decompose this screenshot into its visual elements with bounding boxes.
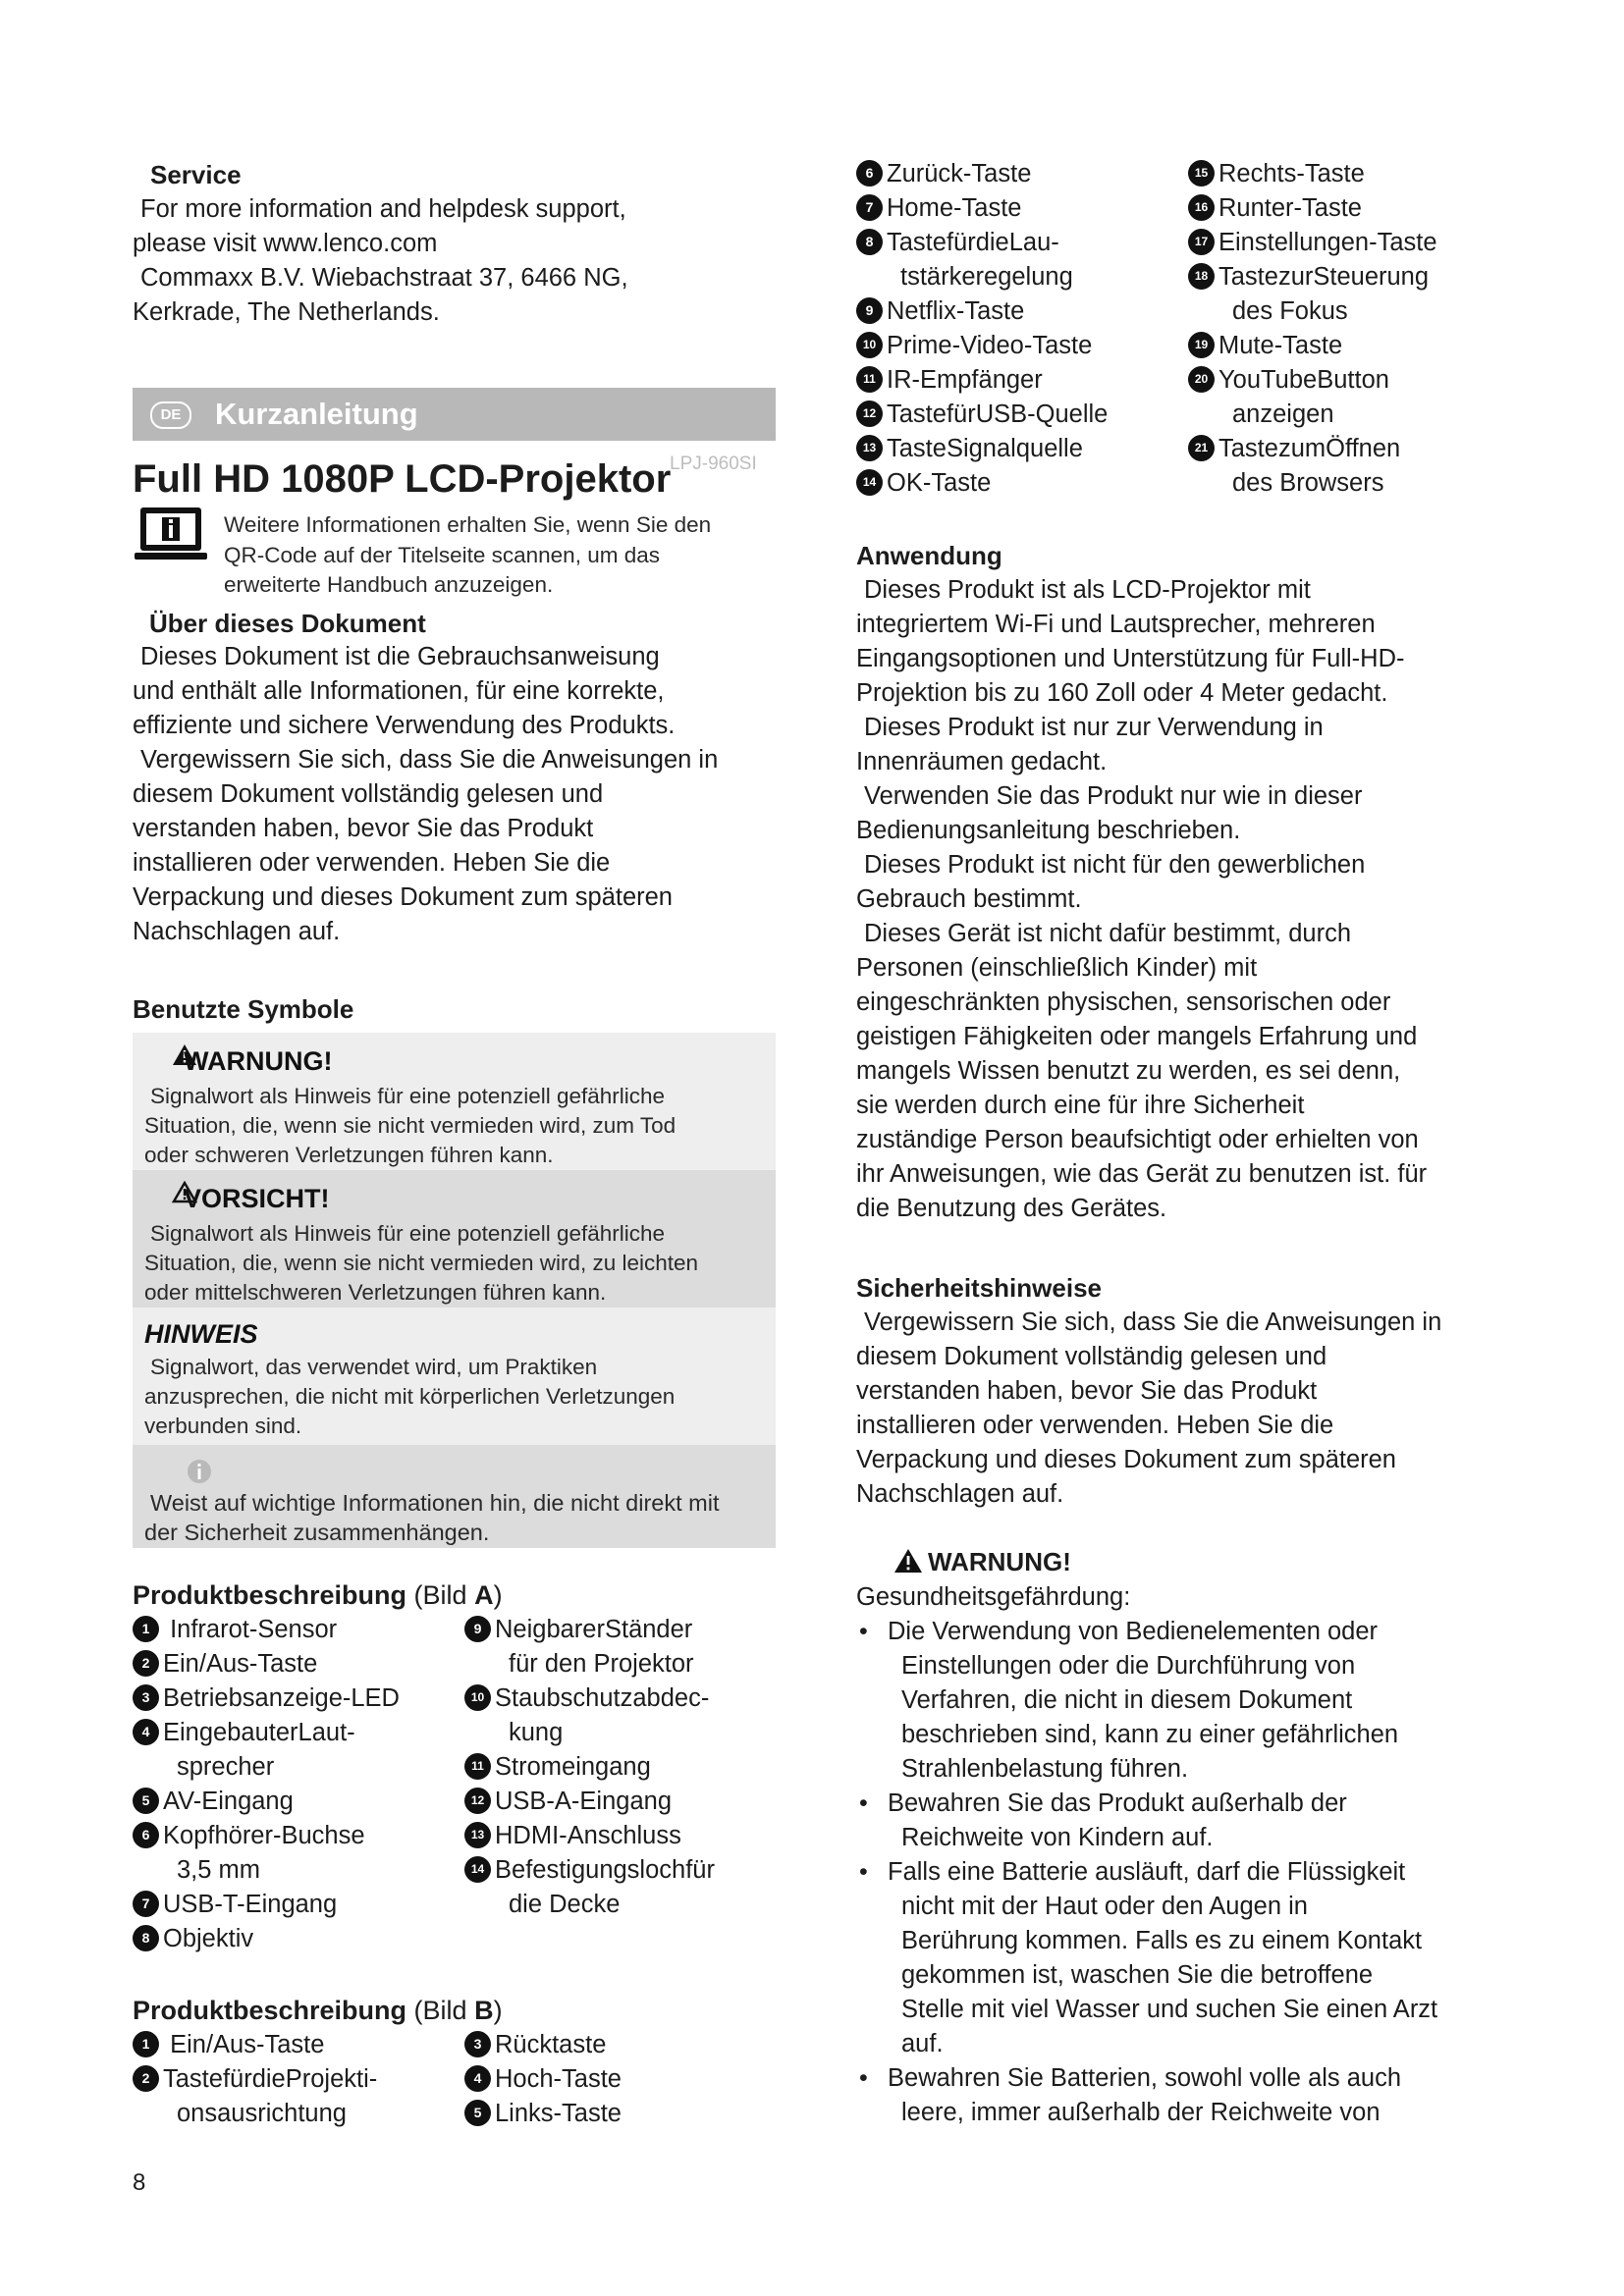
number-bullet-icon: 20 <box>1188 366 1215 393</box>
warning-title: WARNUNG! <box>184 1046 333 1076</box>
number-bullet-icon: 9 <box>464 1616 491 1642</box>
service-line: For more information and helpdesk support, <box>140 195 626 223</box>
safety-body <box>856 1306 1514 1512</box>
number-bullet-icon: 13 <box>856 435 883 461</box>
notice-line: anzusprechen, die nicht mit körperlichen Verletzungen <box>144 1384 676 1409</box>
usage-body <box>856 573 1514 1226</box>
list-item-label: AV-Eingang <box>163 1788 294 1815</box>
list-item <box>464 1819 681 1853</box>
desc-a-heading-close: ) <box>493 1580 503 1610</box>
about-line: Verpackung und dieses Dokument zum späteren <box>133 883 673 911</box>
number-bullet-icon: 13 <box>464 1822 491 1848</box>
list-item-label: NeigbarerStänder <box>495 1616 693 1643</box>
list-item-label: Links-Taste <box>495 2100 622 2127</box>
paragraph-line: sie werden durch eine für ihre Sicherheit <box>856 1092 1305 1119</box>
bullet-line: Reichweite von Kindern auf. <box>901 1824 1214 1851</box>
info-note-line: erweiterte Handbuch anzuzeigen. <box>224 572 554 597</box>
desc-b-heading-close: ) <box>493 1996 503 2025</box>
list-item <box>1188 191 1362 226</box>
service-section <box>133 157 776 330</box>
bullet-text <box>888 1855 1504 2061</box>
info-text <box>144 1488 763 1547</box>
list-item <box>133 1716 355 1750</box>
list-item <box>856 398 1108 432</box>
list-item-label: Prime-Video-Taste <box>887 332 1093 359</box>
bullet-line: Berührung kommen. Falls es zu einem Kontakt <box>901 1927 1423 1954</box>
number-bullet-icon: 19 <box>1188 332 1215 358</box>
list-item-label: Befestigungslochfür <box>495 1856 715 1884</box>
number-bullet-icon: 6 <box>856 160 883 187</box>
list-item <box>856 294 1024 329</box>
list-item <box>464 1785 672 1819</box>
list-item <box>856 226 1059 260</box>
paragraph-line: Nachschlagen auf. <box>856 1480 1064 1508</box>
laptop-info-icon <box>133 506 209 564</box>
list-item <box>464 2028 606 2062</box>
bullet-dot-icon: • <box>859 2064 868 2092</box>
desc-a-heading-letter: A <box>474 1580 494 1610</box>
list-item <box>856 363 1043 398</box>
list-item-continuation: 3,5 mm <box>177 1856 261 1884</box>
paragraph-line: Innenräumen gedacht. <box>856 748 1108 775</box>
number-bullet-icon: 21 <box>1188 435 1215 461</box>
bullet-line: Bewahren Sie Batterien, sowohl volle als auch <box>888 2064 1402 2092</box>
list-item-label: TastezurSteuerung <box>1218 263 1430 291</box>
bullet-line: Bewahren Sie das Produkt außerhalb der <box>888 1789 1347 1817</box>
number-bullet-icon: 6 <box>133 1822 159 1848</box>
service-heading: Service <box>150 160 242 189</box>
list-item-continuation: onsausrichtung <box>177 2100 347 2127</box>
list-item <box>464 2097 622 2131</box>
paragraph-line: Dieses Gerät ist nicht dafür bestimmt, durch <box>864 920 1352 947</box>
caution-box <box>133 1170 776 1308</box>
list-item-label: Kopfhörer-Buchse <box>163 1822 365 1849</box>
list-item-label: Hoch-Taste <box>495 2065 622 2093</box>
list-item-label: TastezumÖffnen <box>1218 435 1401 462</box>
paragraph-line: Vergewissern Sie sich, dass Sie die Anweisungen in <box>864 1308 1442 1336</box>
list-item-label: USB-T-Eingang <box>163 1891 338 1918</box>
list-item-label: Ein/Aus-Taste <box>163 2031 325 2058</box>
about-body <box>133 640 781 949</box>
about-line: Nachschlagen auf. <box>133 918 341 945</box>
number-bullet-icon: 14 <box>856 469 883 496</box>
paragraph-line: Dieses Produkt ist nur zur Verwendung in <box>864 714 1324 741</box>
list-item <box>133 1647 317 1682</box>
language-badge: DE <box>150 401 191 429</box>
list-item <box>856 329 1092 363</box>
number-bullet-icon: 14 <box>464 1856 491 1883</box>
caution-line: Signalwort als Hinweis für eine potenziell gefährliche <box>150 1221 666 1246</box>
bullet-line: gekommen ist, waschen Sie die betroffene <box>901 1961 1374 1989</box>
paragraph-line: Eingangsoptionen und Unterstützung für Full-HD- <box>856 645 1405 672</box>
number-bullet-icon: 10 <box>856 332 883 358</box>
list-item <box>1188 363 1389 398</box>
desc-b-heading-letter: B <box>474 1996 494 2025</box>
number-bullet-icon: 2 <box>133 2065 159 2092</box>
product-title: Full HD 1080P LCD-Projektor <box>133 457 672 501</box>
info-note <box>224 510 774 601</box>
bullet-line: Einstellungen oder die Durchführung von <box>901 1652 1356 1680</box>
info-line: der Sicherheit zusammenhängen. <box>144 1520 490 1545</box>
list-item-label: USB-A-Eingang <box>495 1788 673 1815</box>
list-item <box>133 1819 365 1853</box>
safety-section <box>856 1270 1514 1512</box>
list-item-label: Ein/Aus-Taste <box>163 1650 318 1678</box>
list-item <box>464 2062 622 2097</box>
list-item-label: Mute-Taste <box>1218 332 1343 359</box>
about-line: diesem Dokument vollständig gelesen und <box>133 780 604 808</box>
warning-line: Signalwort als Hinweis für eine potenziell gefährliche <box>150 1084 666 1108</box>
list-item-label: EingebauterLaut- <box>163 1719 355 1746</box>
list-item-continuation: des Browsers <box>1232 469 1384 497</box>
list-item-continuation: tstärkeregelung <box>900 263 1073 291</box>
desc-b-heading-open: (Bild <box>406 1996 475 2025</box>
list-item-continuation: sprecher <box>177 1753 275 1781</box>
number-bullet-icon: 8 <box>856 229 883 255</box>
list-item-label: TastefürdieProjekti- <box>163 2065 378 2093</box>
warning-triangle-icon <box>893 1548 923 1574</box>
list-item-label: IR-Empfänger <box>887 366 1043 394</box>
list-item <box>856 432 1083 466</box>
bullet-text <box>888 1787 1504 1855</box>
about-heading: Über dieses Dokument <box>149 609 426 638</box>
notice-box <box>133 1308 776 1445</box>
list-item-label: Stromeingang <box>495 1753 651 1781</box>
list-item-label: Rücktaste <box>495 2031 607 2058</box>
desc-a-heading <box>133 1577 503 1613</box>
bullet-line: Strahlenbelastung führen. <box>901 1755 1189 1783</box>
paragraph-line: eingeschränkten physischen, sensorischen oder <box>856 988 1391 1016</box>
list-item-label: Netflix-Taste <box>887 297 1025 325</box>
info-note-line: QR-Code auf der Titelseite scannen, um das <box>224 542 660 567</box>
bullet-line: auf. <box>901 2030 944 2057</box>
page-number: 8 <box>133 2169 146 2196</box>
number-bullet-icon: 5 <box>133 1788 159 1814</box>
paragraph-line: Personen (einschließlich Kinder) mit <box>856 954 1258 982</box>
paragraph-line: Verpackung und dieses Dokument zum späteren <box>856 1446 1396 1473</box>
number-bullet-icon: 4 <box>464 2065 491 2092</box>
number-bullet-icon: 17 <box>1188 229 1215 255</box>
list-item <box>133 2062 377 2097</box>
about-line: installieren oder verwenden. Heben Sie die <box>133 849 611 877</box>
desc-b-heading-bold: Produktbeschreibung <box>133 1996 407 2025</box>
list-item-label: OK-Taste <box>887 469 992 497</box>
model-number: LPJ-960SI <box>670 454 757 474</box>
caution-title: VORSICHT! <box>184 1184 330 1213</box>
list-item <box>1188 432 1400 466</box>
paragraph-line: Verwenden Sie das Produkt nur wie in dieser <box>864 782 1363 810</box>
list-item <box>133 2028 324 2062</box>
list-item <box>856 157 1031 191</box>
warning-box <box>133 1033 776 1170</box>
list-item <box>1188 260 1429 294</box>
about-line: effiziente und sichere Verwendung des Produkts. <box>133 712 676 739</box>
number-bullet-icon: 3 <box>133 1684 159 1711</box>
service-line: please visit www.lenco.com <box>133 230 438 257</box>
number-bullet-icon: 4 <box>133 1719 159 1745</box>
bullet-dot-icon: • <box>859 1789 868 1817</box>
caution-line: Situation, die, wenn sie nicht vermieden wird, zu leichten <box>144 1251 699 1275</box>
usage-heading: Anwendung <box>856 541 1002 570</box>
list-item-continuation: des Fokus <box>1232 297 1348 325</box>
paragraph-line: mangels Wissen benutzt zu werden, es sei denn, <box>856 1057 1401 1085</box>
hazard-label: Gesundheitsgefährdung: <box>856 1583 1131 1611</box>
about-line: Dieses Dokument ist die Gebrauchsanweisung <box>140 643 660 670</box>
number-bullet-icon: 18 <box>1188 263 1215 290</box>
list-item-continuation: für den Projektor <box>509 1650 694 1678</box>
number-bullet-icon: 11 <box>856 366 883 393</box>
symbols-heading: Benutzte Symbole <box>133 994 354 1024</box>
paragraph-line: zuständige Person beaufsichtigt oder erhielten von <box>856 1126 1419 1153</box>
paragraph-line: ihr Anweisungen, wie das Gerät zu benutzen ist. für <box>856 1160 1428 1188</box>
bullet-line: Die Verwendung von Bedienelementen oder <box>888 1618 1379 1645</box>
list-item-continuation: die Decke <box>509 1891 621 1918</box>
list-item <box>464 1613 692 1647</box>
list-item <box>133 1922 253 1956</box>
info-note-line: Weitere Informationen erhalten Sie, wenn Sie den <box>224 512 712 537</box>
bullet-dot-icon: • <box>859 1858 868 1886</box>
bullet-line: Falls eine Batterie ausläuft, darf die Flüssigkeit <box>888 1858 1406 1886</box>
warning-line: Situation, die, wenn sie nicht vermieden wird, zum Tod <box>144 1113 677 1138</box>
list-item-label: Runter-Taste <box>1218 194 1362 222</box>
number-bullet-icon: 12 <box>856 400 883 427</box>
number-bullet-icon: 15 <box>1188 160 1215 187</box>
number-bullet-icon: 12 <box>464 1788 491 1814</box>
list-item-label: Einstellungen-Taste <box>1218 229 1437 256</box>
paragraph-line: Dieses Produkt ist nicht für den gewerblichen <box>864 851 1366 879</box>
list-item <box>856 466 991 501</box>
info-line: Weist auf wichtige Informationen hin, die nicht direkt mit <box>150 1490 720 1516</box>
bullet-line: Verfahren, die nicht in diesem Dokument <box>901 1686 1353 1714</box>
paragraph-line: Bedienungsanleitung beschrieben. <box>856 817 1241 844</box>
list-item-label: Objektiv <box>163 1925 254 1952</box>
list-item-label: HDMI-Anschluss <box>495 1822 681 1849</box>
paragraph-line: integriertem Wi-Fi und Lautsprecher, mehreren <box>856 611 1376 638</box>
number-bullet-icon: 10 <box>464 1684 491 1711</box>
list-item-label: Rechts-Taste <box>1218 160 1365 187</box>
list-item <box>464 1750 651 1785</box>
paragraph-line: diesem Dokument vollständig gelesen und <box>856 1343 1327 1370</box>
number-bullet-icon: 8 <box>133 1925 159 1951</box>
info-box <box>133 1445 776 1548</box>
list-item-label: YouTubeButton <box>1218 366 1389 394</box>
list-item-continuation: anzeigen <box>1232 400 1334 428</box>
notice-text <box>144 1353 763 1441</box>
quickguide-title: Kurzanleitung <box>215 397 418 431</box>
service-line: Kerkrade, The Netherlands. <box>133 298 440 326</box>
list-item-label: Home-Taste <box>887 194 1022 222</box>
bullet-line: Stelle mit viel Wasser und suchen Sie einen Arzt <box>901 1996 1438 2023</box>
bullet-line: beschrieben sind, kann zu einer gefährlichen <box>901 1721 1399 1748</box>
bullet-line: leere, immer außerhalb der Reichweite von <box>901 2099 1380 2126</box>
desc-b-heading <box>133 1993 503 2028</box>
about-line: verstanden haben, bevor Sie das Produkt <box>133 815 594 842</box>
desc-a-heading-bold: Produktbeschreibung <box>133 1580 407 1610</box>
paragraph-line: geistigen Fähigkeiten oder mangels Erfahrung und <box>856 1023 1418 1050</box>
warning-line: oder schweren Verletzungen führen kann. <box>144 1143 554 1167</box>
paragraph-line: verstanden haben, bevor Sie das Produkt <box>856 1377 1318 1405</box>
list-item-label: TastefürUSB-Quelle <box>887 400 1109 428</box>
about-line: Vergewissern Sie sich, dass Sie die Anweisungen in <box>140 746 719 774</box>
bullet-line: nicht mit der Haut oder den Augen in <box>901 1893 1308 1920</box>
notice-line: Signalwort, das verwendet wird, um Praktiken <box>150 1355 598 1379</box>
list-item-label: Zurück-Taste <box>887 160 1032 187</box>
list-item <box>133 1682 400 1716</box>
safety-heading: Sicherheitshinweise <box>856 1273 1102 1303</box>
list-item-label: TastefürdieLau- <box>887 229 1059 256</box>
list-item-label: Infrarot-Sensor <box>163 1616 338 1643</box>
caution-line: oder mittelschweren Verletzungen führen kann. <box>144 1280 607 1305</box>
list-item <box>1188 226 1437 260</box>
caution-text <box>144 1219 763 1308</box>
info-circle-icon <box>187 1459 212 1484</box>
list-item <box>856 191 1021 226</box>
list-item-label: Staubschutzabdec- <box>495 1684 710 1712</box>
list-item <box>1188 157 1365 191</box>
list-item <box>133 1888 337 1922</box>
bullet-text <box>888 1615 1504 1787</box>
number-bullet-icon: 16 <box>1188 194 1215 221</box>
number-bullet-icon: 1 <box>133 1616 159 1642</box>
warning-text <box>144 1082 763 1170</box>
quickguide-banner <box>133 388 776 441</box>
about-line: und enthält alle Informationen, für eine korrekte, <box>133 677 665 705</box>
list-item-continuation: kung <box>509 1719 564 1746</box>
service-line: Commaxx B.V. Wiebachstraat 37, 6466 NG, <box>140 264 628 292</box>
list-item <box>1188 329 1342 363</box>
usage-section <box>856 538 1514 1226</box>
list-item <box>133 1785 294 1819</box>
list-item-label: TasteSignalquelle <box>887 435 1083 462</box>
number-bullet-icon: 11 <box>464 1753 491 1780</box>
number-bullet-icon: 5 <box>464 2100 491 2126</box>
paragraph-line: die Benutzung des Gerätes. <box>856 1195 1167 1222</box>
list-item-label: Betriebsanzeige-LED <box>163 1684 400 1712</box>
list-item <box>464 1853 715 1888</box>
number-bullet-icon: 3 <box>464 2031 491 2057</box>
number-bullet-icon: 2 <box>133 1650 159 1677</box>
number-bullet-icon: 9 <box>856 297 883 324</box>
list-item <box>464 1682 709 1716</box>
safety-warning-title: WARNUNG! <box>928 1547 1071 1576</box>
desc-a-heading-open: (Bild <box>406 1580 475 1610</box>
paragraph-line: Projektion bis zu 160 Zoll oder 4 Meter gedacht. <box>856 679 1388 707</box>
number-bullet-icon: 7 <box>133 1891 159 1917</box>
bullet-text <box>888 2061 1504 2130</box>
bullet-dot-icon: • <box>859 1618 868 1645</box>
number-bullet-icon: 1 <box>133 2031 159 2057</box>
number-bullet-icon: 7 <box>856 194 883 221</box>
notice-line: verbunden sind. <box>144 1414 302 1438</box>
list-item <box>133 1613 337 1647</box>
paragraph-line: installieren oder verwenden. Heben Sie die <box>856 1412 1334 1439</box>
notice-title: HINWEIS <box>144 1319 258 1349</box>
paragraph-line: Dieses Produkt ist als LCD-Projektor mit <box>864 576 1311 604</box>
paragraph-line: Gebrauch bestimmt. <box>856 885 1082 913</box>
